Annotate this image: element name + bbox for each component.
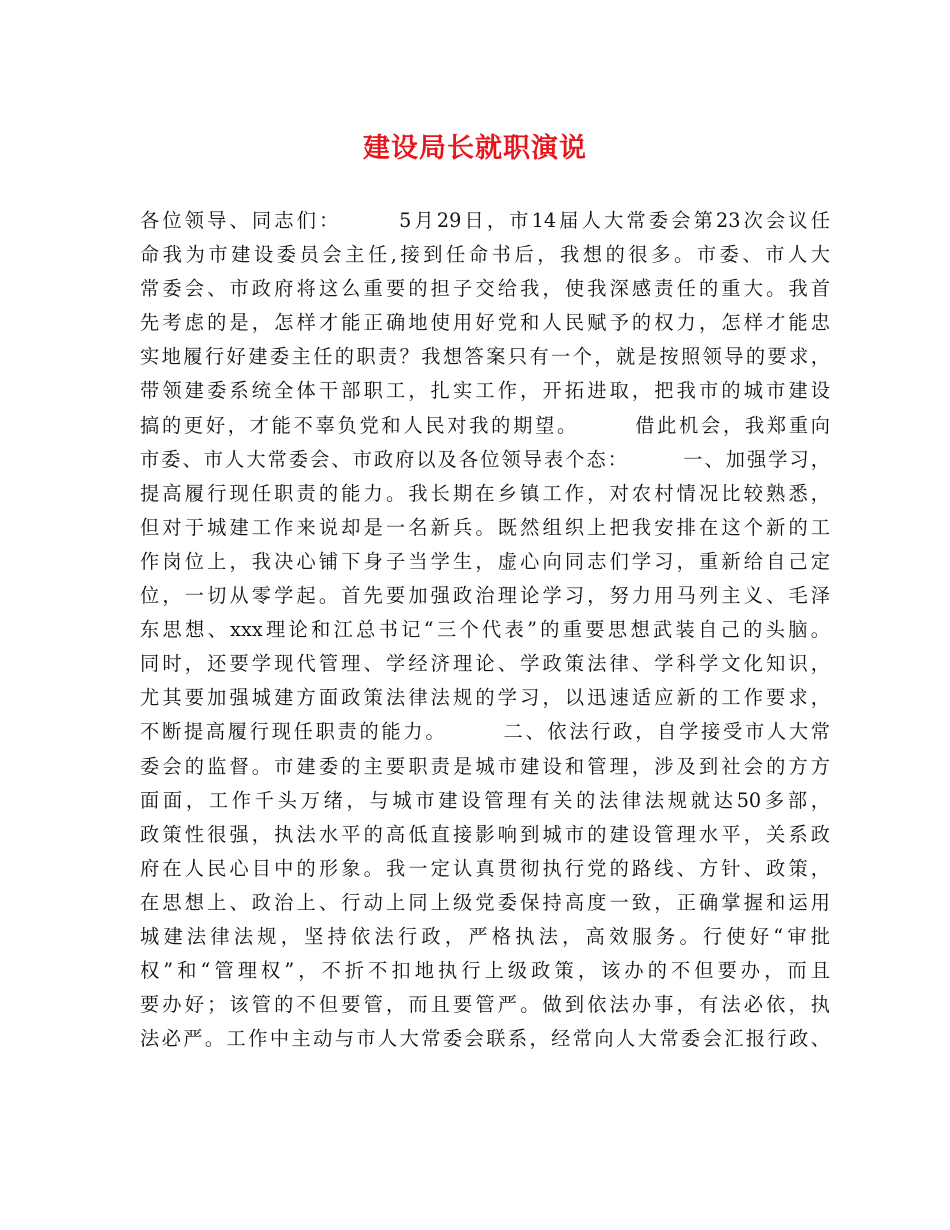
body-line: 搞的更好，才能不辜负党和人民对我的期望。 借此机会，我郑重向 [140, 413, 830, 437]
body-line: 市委、市人大常委会、市政府以及各位领导表个态： 一、加强学习， [140, 447, 830, 471]
body-line: 权”和“管理权”，不折不扣地执行上级政策，该办的不但要办，而且 [140, 959, 830, 983]
body-line: 委会的监督。市建委的主要职责是城市建设和管理，涉及到社会的方方 [140, 754, 830, 778]
body-line: 政策性很强，执法水平的高低直接影响到城市的建设管理水平，关系政 [140, 822, 830, 846]
body-line: 府在人民心目中的形象。我一定认真贯彻执行党的路线、方针、政策， [140, 856, 830, 880]
body-line: 各位领导、同志们： 5月29日，市14届人大常委会第23次会议任 [140, 209, 830, 232]
body-line: 实地履行好建委主任的职责？我想答案只有一个，就是按照领导的要求， [140, 345, 830, 369]
body-line: 作岗位上，我决心铺下身子当学生，虚心向同志们学习，重新给自己定 [140, 549, 830, 573]
body-line: 命我为市建设委员会主任,接到任命书后，我想的很多。市委、市人大 [140, 243, 830, 267]
body-line: 常委会、市政府将这么重要的担子交给我，使我深感责任的重大。我首 [140, 277, 830, 301]
body-line: 尤其要加强城建方面政策法律法规的学习，以迅速适应新的工作要求， [140, 686, 830, 710]
body-line: 带领建委系统全体干部职工，扎实工作，开拓进取，把我市的城市建设 [140, 379, 830, 403]
body-line: 法必严。工作中主动与市人大常委会联系，经常向人大常委会汇报行政、 [140, 1027, 830, 1051]
document-title: 建设局长就职演说 [363, 133, 587, 164]
document-body [140, 204, 830, 1056]
body-line: 位，一切从零学起。首先要加强政治理论学习，努力用马列主义、毛泽 [140, 584, 830, 608]
body-line: 城建法律法规，坚持依法行政，严格执法，高效服务。行使好“审批 [140, 924, 830, 948]
body-line: 但对于城建工作来说却是一名新兵。既然组织上把我安排在这个新的工 [140, 515, 830, 539]
body-line: 东思想、xxx理论和江总书记“三个代表”的重要思想武装自己的头脑。 [140, 618, 830, 642]
body-line: 先考虑的是，怎样才能正确地使用好党和人民赋予的权力，怎样才能忠 [140, 311, 830, 335]
body-line: 提高履行现任职责的能力。我长期在乡镇工作，对农村情况比较熟悉， [140, 481, 830, 505]
body-line: 不断提高履行现任职责的能力。 二、依法行政，自学接受市人大常 [140, 720, 830, 744]
body-line: 同时，还要学现代管理、学经济理论、学政策法律、学科学文化知识， [140, 652, 830, 676]
body-line: 在思想上、政治上、行动上同上级党委保持高度一致，正确掌握和运用 [140, 890, 830, 914]
body-line: 要办好；该管的不但要管，而且要管严。做到依法办事，有法必依，执 [140, 993, 830, 1017]
body-line: 面面，工作千头万绪，与城市建设管理有关的法律法规就达50多部， [140, 788, 830, 812]
